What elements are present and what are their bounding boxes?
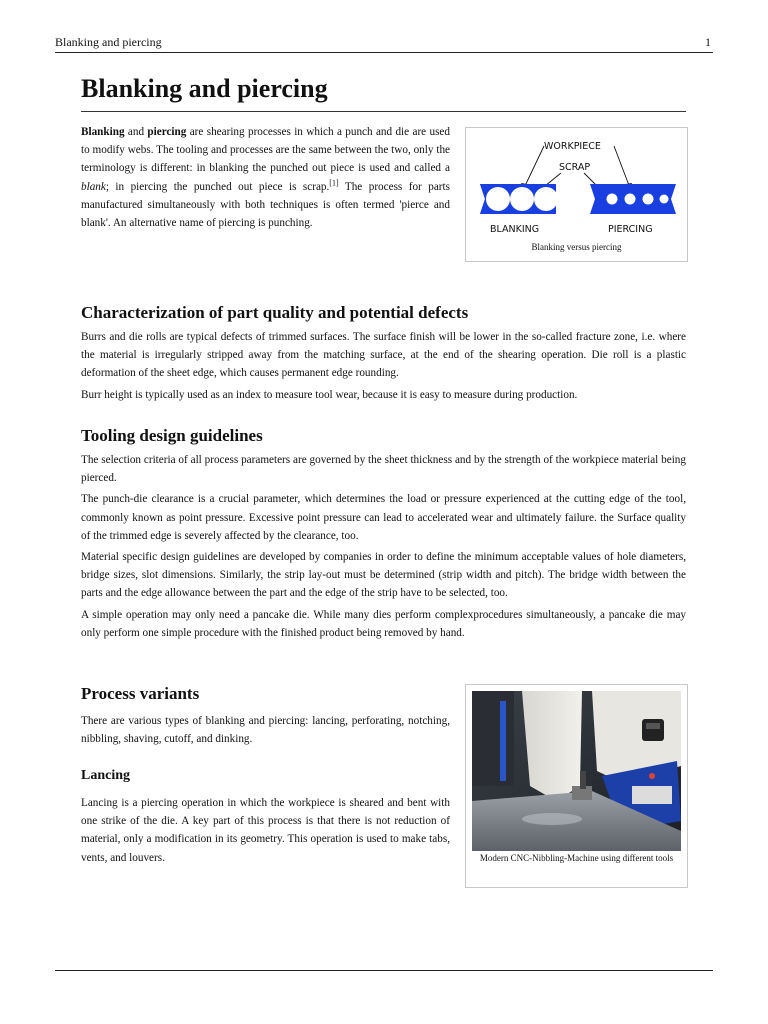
paragraph: Material specific design guidelines are developed by companies in order to define the minimum acceptable values of hole diameters, bridge sizes, slot dimensions. Similarly, the strip lay-out must be determined (strip width and pitch). The bridge width between the parts and the edge allowance between the part and the edge of the strip have to be selected, too. <box>81 551 686 600</box>
paragraph: A simple operation may only need a pancake die. While many dies perform complexprocedures simultaneously, a pancake die may only perform one simple procedure with the finished product being removed by hand. <box>81 608 686 639</box>
paragraph: The selection criteria of all process parameters are governed by the sheet thickness and by the strength of the workpiece material being pierced. <box>81 454 686 485</box>
paragraph: The punch-die clearance is a crucial parameter, which determines the load or pressure experienced at the cutting edge of the tool, commonly known as point pressure. Excessive point pressure can lead to accelerated wear and ultimately failure. the Surface quality of the trimmed edge is severely affected by the clearance, too. <box>81 493 686 542</box>
intro-paragraph <box>81 123 450 235</box>
figure-1-caption: Blanking versus piercing <box>531 242 622 252</box>
term-blank: blank <box>81 180 106 193</box>
label-scrap: SCRAP <box>559 162 591 173</box>
page-title: Blanking and piercing <box>81 72 686 112</box>
label-workpiece: WORKPIECE <box>544 141 601 152</box>
running-title: Blanking and piercing <box>55 35 162 49</box>
intro-text-1: are shearing processes in which a punch and die are used to modify webs. The tooling and processes are the same between the two, only the terminology is different: in blanking the punched out piece is used and called a <box>81 126 450 175</box>
running-header <box>55 35 713 53</box>
subsection-lancing-body <box>81 794 450 870</box>
figure-2-caption: Modern CNC-Nibbling-Machine using different tools <box>479 853 674 863</box>
section-tooling-body <box>81 451 686 645</box>
section-defects-body <box>81 328 686 407</box>
paragraph: There are various types of blanking and piercing: lancing, perforating, notching, nibbling, shaving, cutoff, and dinking. <box>81 715 450 746</box>
figure-cnc-machine <box>465 684 688 888</box>
piercing-strip <box>590 184 676 214</box>
intro-connector: and <box>124 126 148 138</box>
intro-text-3: The process for parts manufactured simultaneously with both techniques is often termed 'pierce and blank'. An alternative name of piercing is punching. <box>81 180 450 230</box>
footer-rule <box>55 970 713 971</box>
section-variants-body <box>81 712 450 751</box>
page-number: 1 <box>705 35 711 49</box>
figure-blanking-vs-piercing <box>465 127 688 262</box>
term-piercing: piercing <box>147 126 187 138</box>
label-piercing: PIERCING <box>608 224 653 235</box>
blanking-piercing-diagram <box>466 128 687 240</box>
blanking-strip <box>480 184 558 214</box>
paragraph: Lancing is a piercing operation in which the workpiece is sheared and bent with one strike of the die. A key part of this process is that there is not reduction of material, only a modification in its geometry. This operation is used to make tabs, vents, and louvers. <box>81 797 450 864</box>
section-heading-variants: Process variants <box>81 684 200 703</box>
label-blanking: BLANKING <box>490 224 540 235</box>
citation-link[interactable]: [1] <box>329 177 339 187</box>
paragraph: Burrs and die rolls are typical defects of trimmed surfaces. The surface finish will be lower in the so-called fracture zone, i.e. where the material is irregularly stripped away from the matching surface, at the end of the shearing operation. Die roll is a plastic deformation of the sheet edge, which causes permanent edge rounding. <box>81 331 686 380</box>
paragraph: Burr height is typically used as an index to measure tool wear, because it is easy to measure during production. <box>81 388 578 401</box>
section-heading-tooling: Tooling design guidelines <box>81 426 263 445</box>
term-blanking: Blanking <box>81 126 125 138</box>
section-heading-defects: Characterization of part quality and potential defects <box>81 303 469 322</box>
intro-text-2: ; in piercing the punched out piece is scrap. <box>105 180 330 193</box>
subsection-heading-lancing: Lancing <box>81 768 131 783</box>
cnc-machine-photo <box>472 691 681 851</box>
